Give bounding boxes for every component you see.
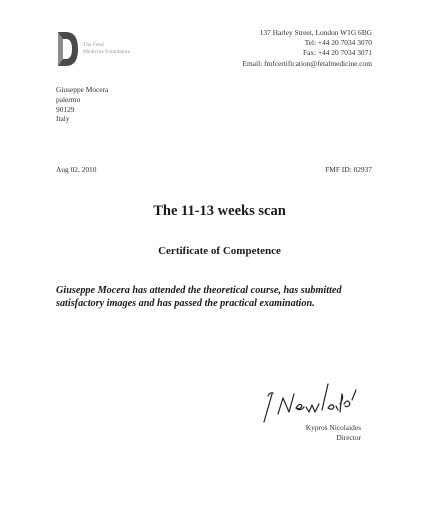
fmf-logo bbox=[56, 30, 156, 70]
contact-email: Email: fmfcertification@fetalmedicine.com bbox=[242, 58, 372, 68]
signer-block bbox=[306, 423, 361, 443]
certificate-title: The 11-13 weeks scan bbox=[153, 203, 286, 219]
handwritten-signature bbox=[256, 374, 366, 426]
contact-tel: Tel: +44 20 7034 3070 bbox=[304, 38, 372, 48]
contact-street: 137 Harley Street, London W1G 6BG bbox=[259, 28, 372, 37]
logo-text bbox=[83, 42, 130, 55]
logo-line-2: Medicine Foundation bbox=[83, 48, 131, 55]
logo-line-1: The Fetal bbox=[83, 42, 104, 48]
signer-role: Director bbox=[336, 432, 361, 442]
issue-date: Aug 02, 2010 bbox=[56, 165, 97, 174]
recipient-postcode: 90129 bbox=[56, 104, 75, 114]
recipient-address bbox=[56, 85, 108, 124]
contact-fax: Fax: +44 20 7034 3071 bbox=[302, 48, 372, 58]
certificate-statement: Giuseppe Mocera has attended the theoretical course, has submitted satisfactory images and has passed the practical examination. bbox=[56, 285, 342, 309]
recipient-city: palermo bbox=[56, 94, 81, 104]
contact-block bbox=[242, 28, 372, 69]
recipient-country: Italy bbox=[56, 114, 70, 124]
fmf-id: FMF ID: 82937 bbox=[325, 165, 372, 174]
fmf-logo-icon bbox=[56, 30, 80, 68]
certificate-subtitle: Certificate of Competence bbox=[158, 245, 281, 257]
recipient-name: Giuseppe Mocera bbox=[56, 85, 109, 94]
signer-name: Kypros Nicolaides bbox=[305, 423, 361, 432]
